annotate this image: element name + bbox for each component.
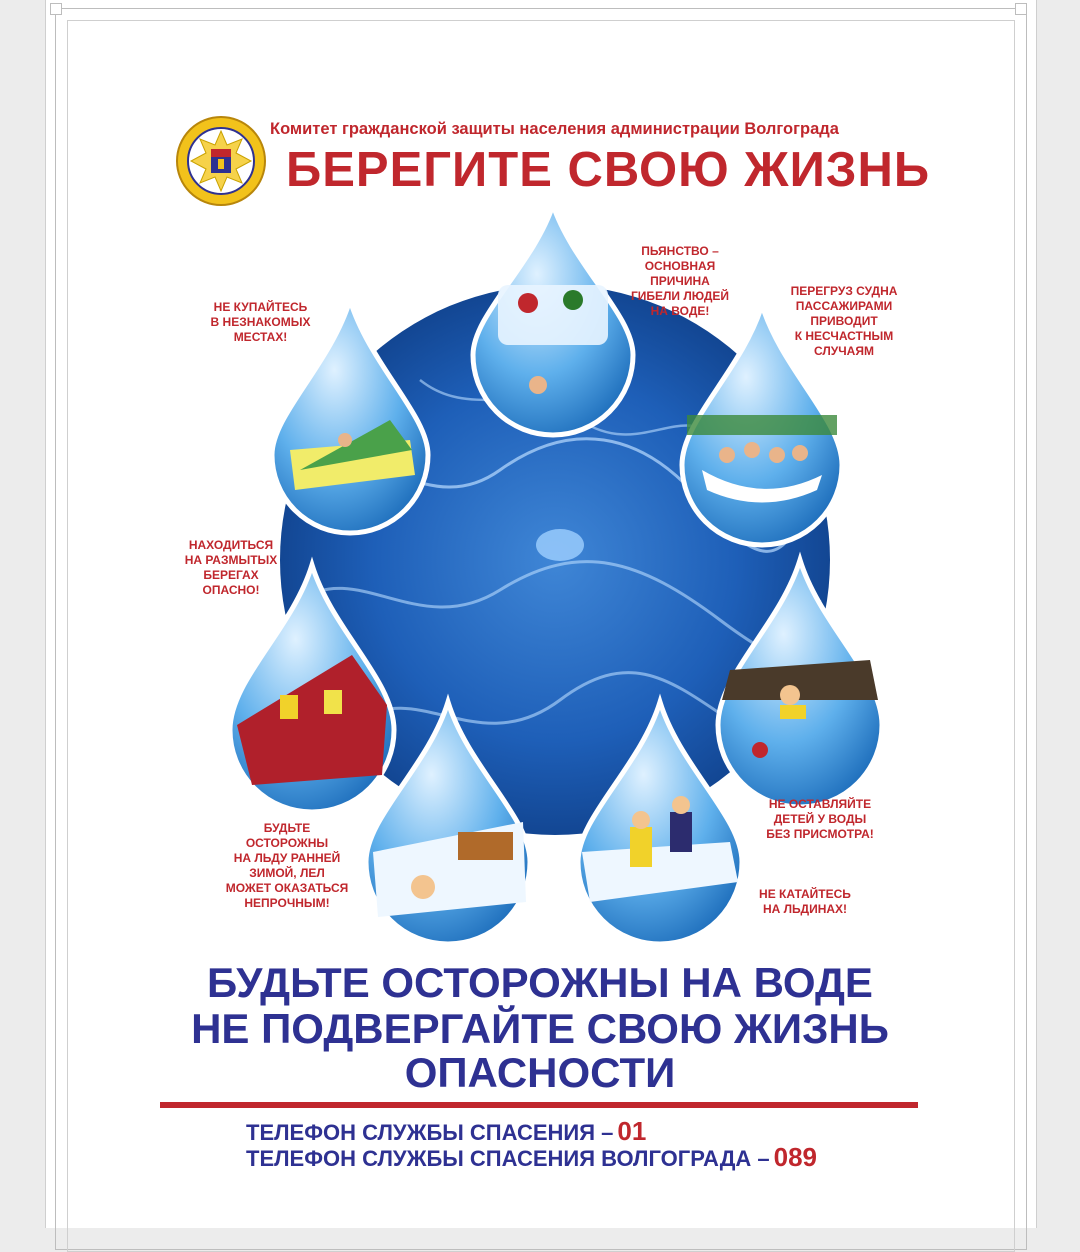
caption-overload: ПЕРЕГРУЗ СУДНА ПАССАЖИРАМИ ПРИВОДИТ К НЕСЧАСТНЫМ СЛУЧАЯМ: [790, 284, 898, 358]
caption-drunkenness: ПЬЯНСТВО – ОСНОВНАЯ ПРИЧИНА ГИБЕЛИ ЛЮДЕЙ НА ВОДЕ!: [630, 244, 730, 318]
committee-name: Комитет гражданской защиты населения администрации Волгограда: [270, 120, 839, 138]
slogan-line-3: ОПАСНОСТИ: [404, 1049, 676, 1096]
slogan-line-2: НЕ ПОДВЕРГАЙТЕ СВОЮ ЖИЗНЬ: [191, 1005, 889, 1052]
caption-eroded-banks: НАХОДИТЬСЯ НА РАЗМЫТЫХ БЕРЕГАХ ОПАСНО!: [184, 538, 278, 597]
caption-unknown-places: НЕ КУПАЙТЕСЬ В НЕЗНАКОМЫХ МЕСТАХ!: [210, 300, 311, 344]
rescue-phone-number: 01: [617, 1116, 647, 1146]
volgograd-phone-number: 089: [773, 1142, 817, 1172]
volgograd-phone-label: ТЕЛЕФОН СЛУЖБЫ СПАСЕНИЯ ВОЛГОГРАДА –: [246, 1146, 770, 1171]
slogan-line-1: БУДЬТЕ ОСТОРОЖНЫ НА ВОДЕ: [207, 959, 873, 1006]
caption-children: НЕ ОСТАВЛЯЙТЕ ДЕТЕЙ У ВОДЫ БЕЗ ПРИСМОТРА!: [766, 797, 874, 841]
caption-ice-floes: НЕ КАТАЙТЕСЬ НА ЛЬДИНАХ!: [759, 887, 851, 916]
red-divider: [160, 1102, 918, 1108]
rescue-phone-label: ТЕЛЕФОН СЛУЖБЫ СПАСЕНИЯ –: [246, 1120, 614, 1145]
drop-drunkenness: [473, 205, 633, 435]
poster-title: БЕРЕГИТЕ СВОЮ ЖИЗНЬ: [286, 143, 931, 197]
caption-thin-ice: БУДЬТЕ ОСТОРОЖНЫ НА ЛЬДУ РАННЕЙ ЗИМОЙ, ЛЕЛ МОЖЕТ ОКАЗАТЬСЯ НЕПРОЧНЫМ!: [225, 821, 349, 910]
volgograd-rescue-phone-line: [246, 1142, 817, 1173]
